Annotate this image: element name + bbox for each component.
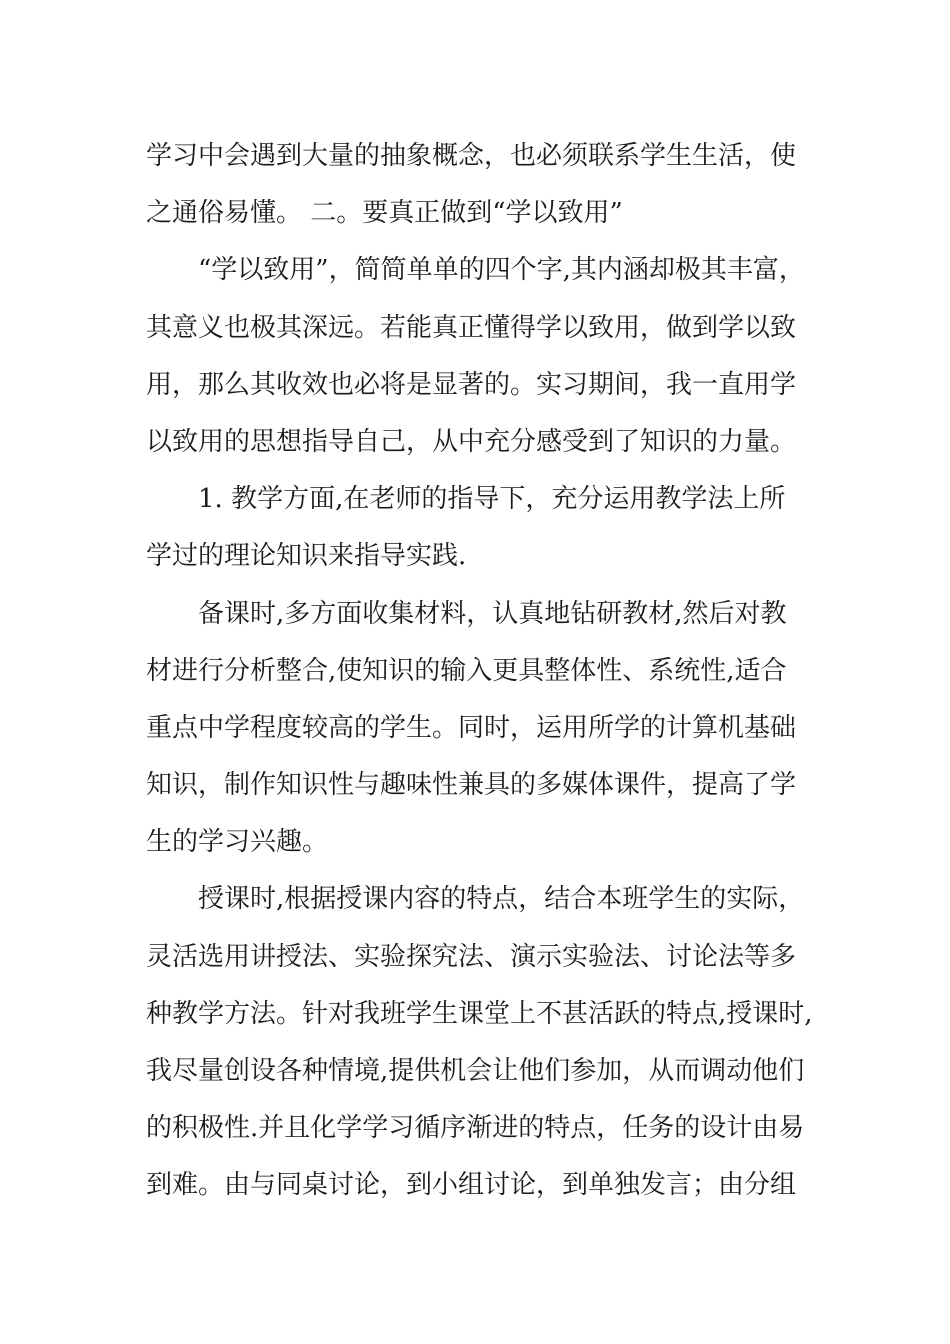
text-line: 到难。由与同桌讨论，到小组讨论，到单独发言；由分组	[146, 1170, 797, 1201]
text-line: 我尽量创设各种情境,提供机会让他们参加，从而调动他们	[146, 1056, 805, 1086]
text-line: 材进行分析整合,使知识的输入更具整体性、系统性,适合	[146, 655, 787, 686]
text-line: 学习中会遇到大量的抽象概念，也必须联系学生生活，使	[146, 141, 797, 171]
text-line: 灵活选用讲授法、实验探究法、演示实验法、讨论法等多	[146, 941, 797, 972]
text-line: 生的学习兴趣。	[146, 827, 329, 858]
text-line: 用，那么其收效也必将是显著的。实习期间，我一直用学	[146, 369, 797, 400]
text-line: 知识，制作知识性与趣味性兼具的多媒体课件，提高了学	[146, 770, 797, 801]
text-line: 种教学方法。针对我班学生课堂上不甚活跃的特点,授课时,	[146, 998, 813, 1029]
text-line: 的积极性.并且化学学习循序渐进的特点，任务的设计由易	[146, 1113, 805, 1144]
document-body	[146, 128, 826, 1215]
text-line: 备课时,多方面收集材料，认真地钻研教材,然后对教	[198, 598, 787, 629]
text-line: “学以致用”，简简单单的四个字,其内涵却极其丰富，	[198, 255, 805, 286]
text-line: 重点中学程度较高的学生。同时，运用所学的计算机基础	[146, 712, 797, 743]
text-line: 1. 教学方面,在老师的指导下，充分运用教学法上所	[198, 484, 786, 515]
text-line: 授课时,根据授课内容的特点，结合本班学生的实际，	[198, 884, 805, 915]
text-line: 学过的理论知识来指导实践.	[146, 541, 467, 572]
text-line: 以致用的思想指导自己，从中充分感受到了知识的力量。	[146, 426, 797, 457]
text-line: 之通俗易懂。 二。要真正做到“学以致用”	[146, 198, 623, 229]
text-line: 其意义也极其深远。若能真正懂得学以致用，做到学以致	[146, 312, 797, 343]
